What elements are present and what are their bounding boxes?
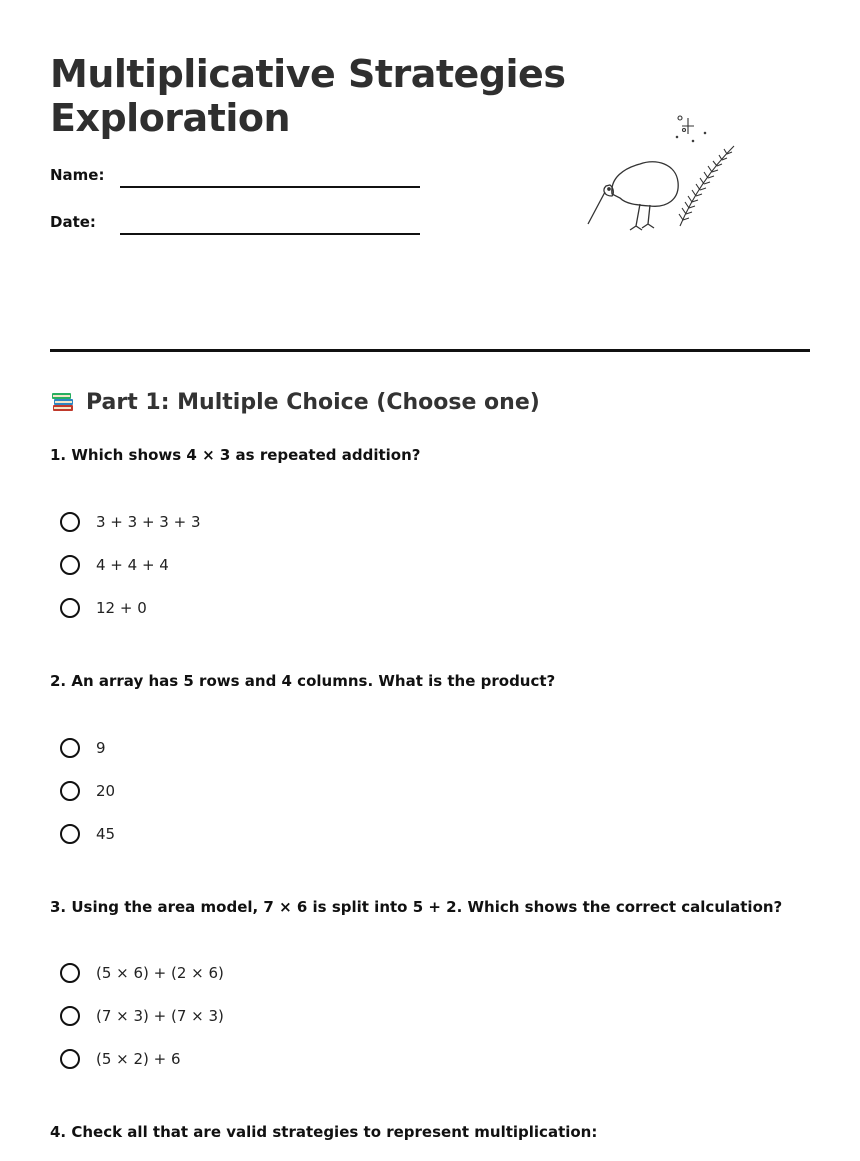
q2-option-3[interactable] bbox=[60, 821, 115, 847]
option-label: 12 + 0 bbox=[96, 599, 147, 617]
date-line[interactable] bbox=[120, 233, 420, 235]
section-divider bbox=[50, 349, 810, 352]
fern-icon bbox=[679, 146, 734, 226]
q3-option-1[interactable] bbox=[60, 960, 224, 986]
question-4: 4. Check all that are valid strategies to represent multiplication: bbox=[50, 1123, 598, 1141]
option-label: (7 × 3) + (7 × 3) bbox=[96, 1007, 224, 1025]
radio-button[interactable] bbox=[60, 1049, 80, 1069]
stars-icon bbox=[676, 116, 706, 142]
option-label: 3 + 3 + 3 + 3 bbox=[96, 513, 201, 531]
question-3: 3. Using the area model, 7 × 6 is split into 5 + 2. Which shows the correct calculation? bbox=[50, 898, 783, 916]
question-2: 2. An array has 5 rows and 4 columns. What is the product? bbox=[50, 672, 556, 690]
kiwi-bird-icon bbox=[588, 162, 678, 230]
part-1-heading bbox=[50, 389, 540, 415]
radio-button[interactable] bbox=[60, 824, 80, 844]
q1-option-3[interactable] bbox=[60, 595, 147, 621]
radio-button[interactable] bbox=[60, 738, 80, 758]
option-label: 45 bbox=[96, 825, 116, 843]
q3-option-3[interactable] bbox=[60, 1046, 181, 1072]
option-label: 9 bbox=[96, 739, 106, 757]
name-label: Name: bbox=[50, 166, 105, 184]
books-icon bbox=[50, 389, 76, 415]
kiwi-fern-illustration bbox=[580, 108, 740, 238]
q1-option-1[interactable] bbox=[60, 509, 201, 535]
q3-option-2[interactable] bbox=[60, 1003, 224, 1029]
radio-button[interactable] bbox=[60, 963, 80, 983]
question-1: 1. Which shows 4 × 3 as repeated addition? bbox=[50, 446, 421, 464]
radio-button[interactable] bbox=[60, 781, 80, 801]
option-label: (5 × 2) + 6 bbox=[96, 1050, 181, 1068]
title-line-2: Exploration bbox=[50, 96, 291, 140]
radio-button[interactable] bbox=[60, 512, 80, 532]
part-1-heading-text: Part 1: Multiple Choice (Choose one) bbox=[86, 389, 540, 415]
option-label: 4 + 4 + 4 bbox=[96, 556, 169, 574]
page-title bbox=[50, 52, 610, 140]
q2-option-2[interactable] bbox=[60, 778, 115, 804]
title-line-1: Multiplicative Strategies bbox=[50, 52, 566, 96]
option-label: 20 bbox=[96, 782, 116, 800]
q1-option-2[interactable] bbox=[60, 552, 169, 578]
radio-button[interactable] bbox=[60, 598, 80, 618]
name-line[interactable] bbox=[120, 186, 420, 188]
radio-button[interactable] bbox=[60, 1006, 80, 1026]
option-label: (5 × 6) + (2 × 6) bbox=[96, 964, 224, 982]
radio-button[interactable] bbox=[60, 555, 80, 575]
date-label: Date: bbox=[50, 213, 96, 231]
q2-option-1[interactable] bbox=[60, 735, 106, 761]
